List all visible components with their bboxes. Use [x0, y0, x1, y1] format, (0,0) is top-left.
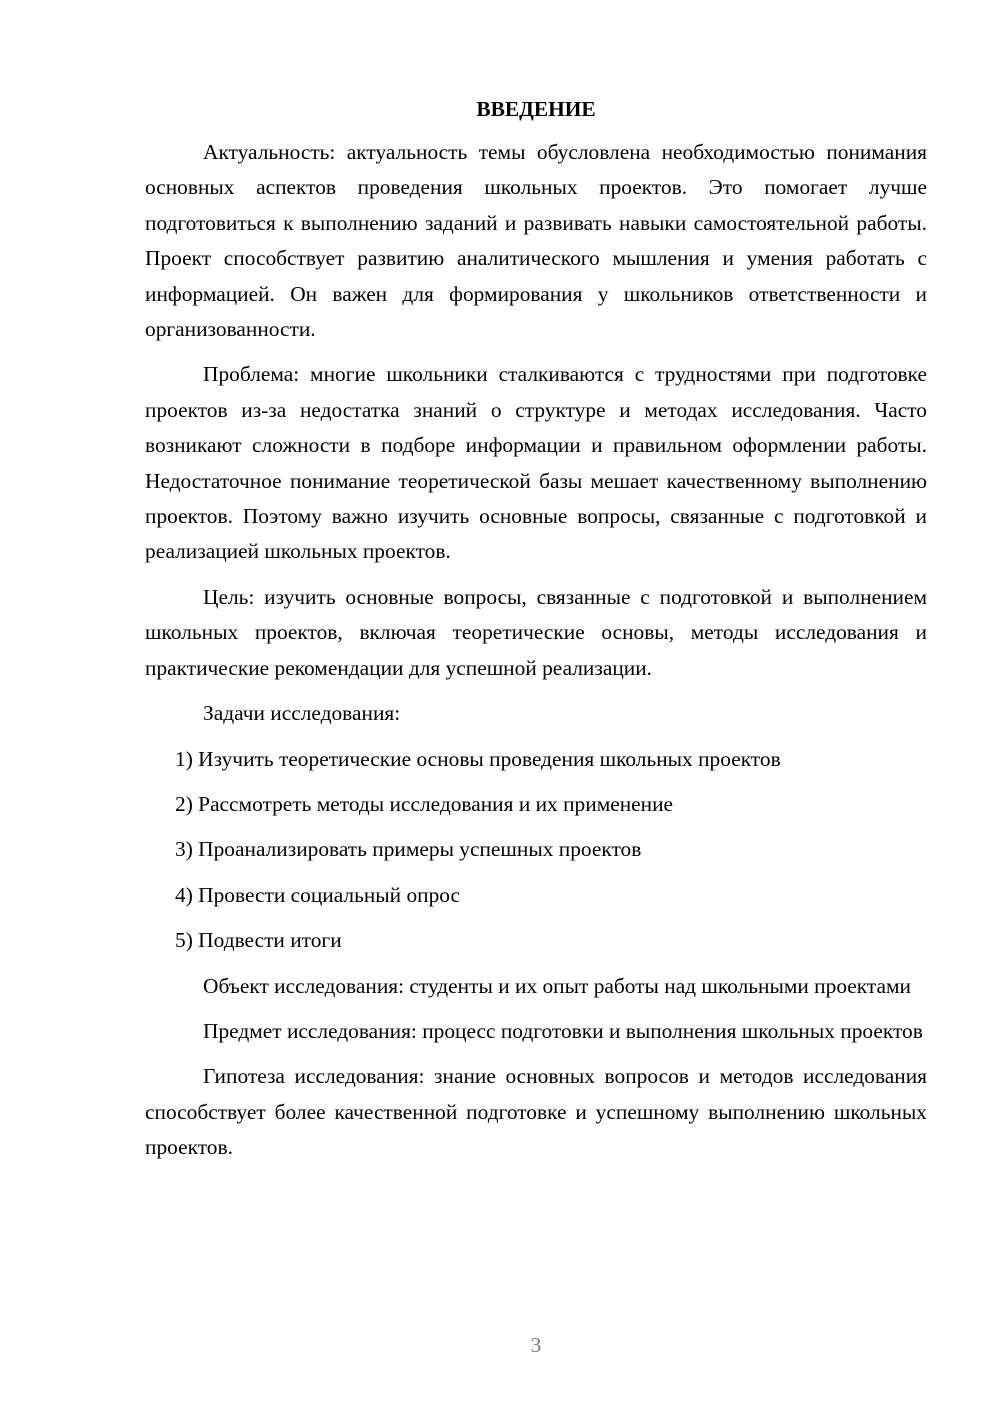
problem-paragraph: Проблема: многие школьники сталкиваются с трудностями при подготовке проектов из-за недостатка знаний о структуре и методах исследования. Часто возникают сложности в подборе информации и правильном оформлении работы. Недостаточное понимание теоретической базы мешает качественному выполнению проектов. Поэтому важно изучить основные вопросы, связанные с подготовкой и реализацией школьных проектов.	[145, 362, 927, 564]
task-item-5: 5) Подвести итоги	[175, 928, 342, 953]
hypothesis-paragraph: Гипотеза исследования: знание основных вопросов и методов исследования способствует более качественной подготовке и успешному выполнению школьных проектов.	[145, 1064, 927, 1160]
page-content	[145, 92, 927, 1176]
task-item-3: 3) Проанализировать примеры успешных проектов	[175, 837, 642, 862]
task-item-2: 2) Рассмотреть методы исследования и их применение	[175, 791, 674, 816]
task-item-1: 1) Изучить теоретические основы проведения школьных проектов	[175, 746, 781, 771]
page-title: ВВЕДЕНИЕ	[476, 97, 596, 121]
object-paragraph: Объект исследования: студенты и их опыт работы над школьными проектами	[203, 973, 911, 998]
task-item-4: 4) Провести социальный опрос	[175, 882, 461, 907]
tasks-list	[145, 742, 927, 959]
page-number: 3	[530, 1333, 542, 1357]
tasks-heading: Задачи исследования:	[203, 701, 401, 726]
relevance-paragraph: Актуальность: актуальность темы обусловлена необходимостью понимания основных аспектов проведения школьных проектов. Это помогает лучше подготовиться к выполнению заданий и развивать навыки самостоятельной работы. Проект способствует развитию аналитического мышления и умения работать с информацией. Он важен для формирования у школьников ответственности и организованности.	[145, 140, 927, 342]
subject-paragraph: Предмет исследования: процесс подготовки и выполнения школьных проектов	[203, 1018, 923, 1043]
goal-paragraph: Цель: изучить основные вопросы, связанные с подготовкой и выполнением школьных проектов, включая теоретические основы, методы исследования и практические рекомендации для успешной реализации.	[145, 584, 927, 680]
